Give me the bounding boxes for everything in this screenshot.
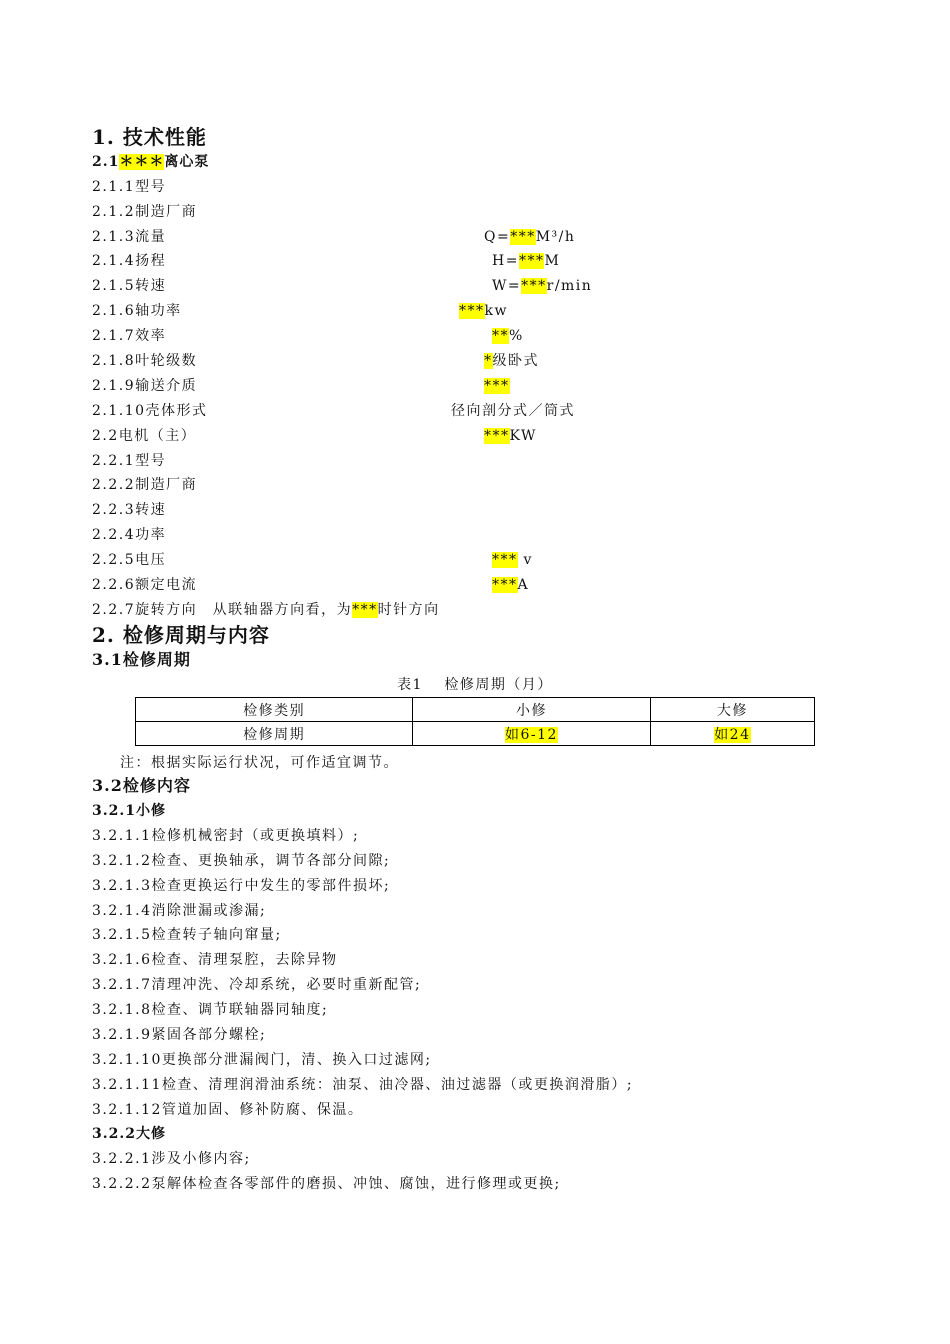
table-header-cell: 大修 <box>650 698 814 722</box>
table-row <box>136 698 815 722</box>
table-caption: 表1 检修周期（月） <box>397 677 553 693</box>
minor-item: 3.2.1.2检查、更换轴承，调节各部分间隙; <box>92 853 391 869</box>
motor-item: 2.2.5电压 <box>92 552 167 568</box>
section-2-title: 2. 检修周期与内容 <box>92 623 270 647</box>
pump-heading-name: 离心泵 <box>164 154 210 170</box>
minor-item: 3.2.1.7清理冲洗、冷却系统，必要时重新配管; <box>92 977 422 993</box>
table-cell: 检修周期 <box>136 722 413 746</box>
major-item: 3.2.2.2泵解体检查各零部件的磨损、冲蚀、腐蚀，进行修理或更换; <box>92 1176 561 1192</box>
pump-value: H=***M <box>492 253 561 269</box>
pump-value: W=***r/min <box>492 278 593 294</box>
minor-item: 3.2.1.9紧固各部分螺栓; <box>92 1027 267 1043</box>
minor-item: 3.2.1.10更换部分泄漏阀门，清、换入口过滤网; <box>92 1052 432 1068</box>
minor-cycle-value: 如6-12 <box>505 726 558 743</box>
pump-item: 2.1.1型号 <box>92 179 167 195</box>
pump-item: 2.1.7效率 <box>92 328 167 344</box>
pump-value: 径向剖分式／筒式 <box>451 403 575 419</box>
pump-item: 2.1.5转速 <box>92 278 167 294</box>
motor-item: 2.2.4功率 <box>92 527 167 543</box>
minor-item: 3.2.1.4消除泄漏或渗漏; <box>92 903 267 919</box>
minor-item: 3.2.1.1检修机械密封（或更换填料）; <box>92 828 360 844</box>
table-cell <box>650 722 814 746</box>
motor-heading: 2.2电机（主） <box>92 428 197 444</box>
table-note: 注：根据实际运行状况，可作适宜调节。 <box>120 755 399 771</box>
major-repair-heading: 3.2.2大修 <box>92 1126 166 1142</box>
motor-power-value: ***KW <box>484 428 537 444</box>
pump-heading-mark: ＊＊＊ <box>119 154 165 170</box>
major-cycle-value: 如24 <box>714 726 751 743</box>
content-heading: 3.2检修内容 <box>92 776 191 795</box>
pump-item: 2.1.6轴功率 <box>92 303 182 319</box>
pump-heading <box>92 152 209 172</box>
pump-item: 2.1.8叶轮级数 <box>92 353 198 369</box>
table-cell <box>413 722 650 746</box>
pump-value: *级卧式 <box>484 353 539 369</box>
minor-item: 3.2.1.11检查、清理润滑油系统：油泵、油冷器、油过滤器（或更换润滑脂）; <box>92 1077 634 1093</box>
motor-item: 2.2.1型号 <box>92 453 167 469</box>
motor-value: ***A <box>492 577 530 593</box>
pump-item: 2.1.9输送介质 <box>92 378 198 394</box>
minor-item: 3.2.1.6检查、清理泵腔，去除异物 <box>92 952 338 968</box>
pump-item: 2.1.4扬程 <box>92 253 167 269</box>
table-header-cell: 小修 <box>413 698 650 722</box>
motor-value: *** v <box>492 552 533 568</box>
section-1-title: 1. 技术性能 <box>92 125 207 149</box>
cycle-table <box>135 697 815 746</box>
minor-repair-heading: 3.2.1小修 <box>92 803 166 819</box>
pump-heading-number: 2.1 <box>92 154 120 170</box>
major-item: 3.2.2.1涉及小修内容; <box>92 1151 251 1167</box>
cycle-heading: 3.1检修周期 <box>92 650 191 669</box>
pump-item: 2.1.3流量 <box>92 229 167 245</box>
minor-item: 3.2.1.3检查更换运行中发生的零部件损坏; <box>92 878 391 894</box>
pump-item: 2.1.10壳体形式 <box>92 403 208 419</box>
motor-rotation: 2.2.7旋转方向 从联轴器方向看，为***时针方向 <box>92 602 440 618</box>
motor-item: 2.2.2制造厂商 <box>92 477 198 493</box>
table-header-cell: 检修类别 <box>136 698 413 722</box>
minor-item: 3.2.1.8检查、调节联轴器同轴度; <box>92 1002 329 1018</box>
pump-value: ***kw <box>459 303 508 319</box>
motor-item: 2.2.3转速 <box>92 502 167 518</box>
pump-value: **% <box>492 328 524 344</box>
minor-item: 3.2.1.5检查转子轴向窜量; <box>92 927 282 943</box>
pump-item: 2.1.2制造厂商 <box>92 204 198 220</box>
pump-value: *** <box>484 378 510 394</box>
pump-value: Q=***M³/h <box>484 229 576 245</box>
motor-item: 2.2.6额定电流 <box>92 577 198 593</box>
minor-item: 3.2.1.12管道加固、修补防腐、保温。 <box>92 1102 364 1118</box>
table-row <box>136 722 815 746</box>
